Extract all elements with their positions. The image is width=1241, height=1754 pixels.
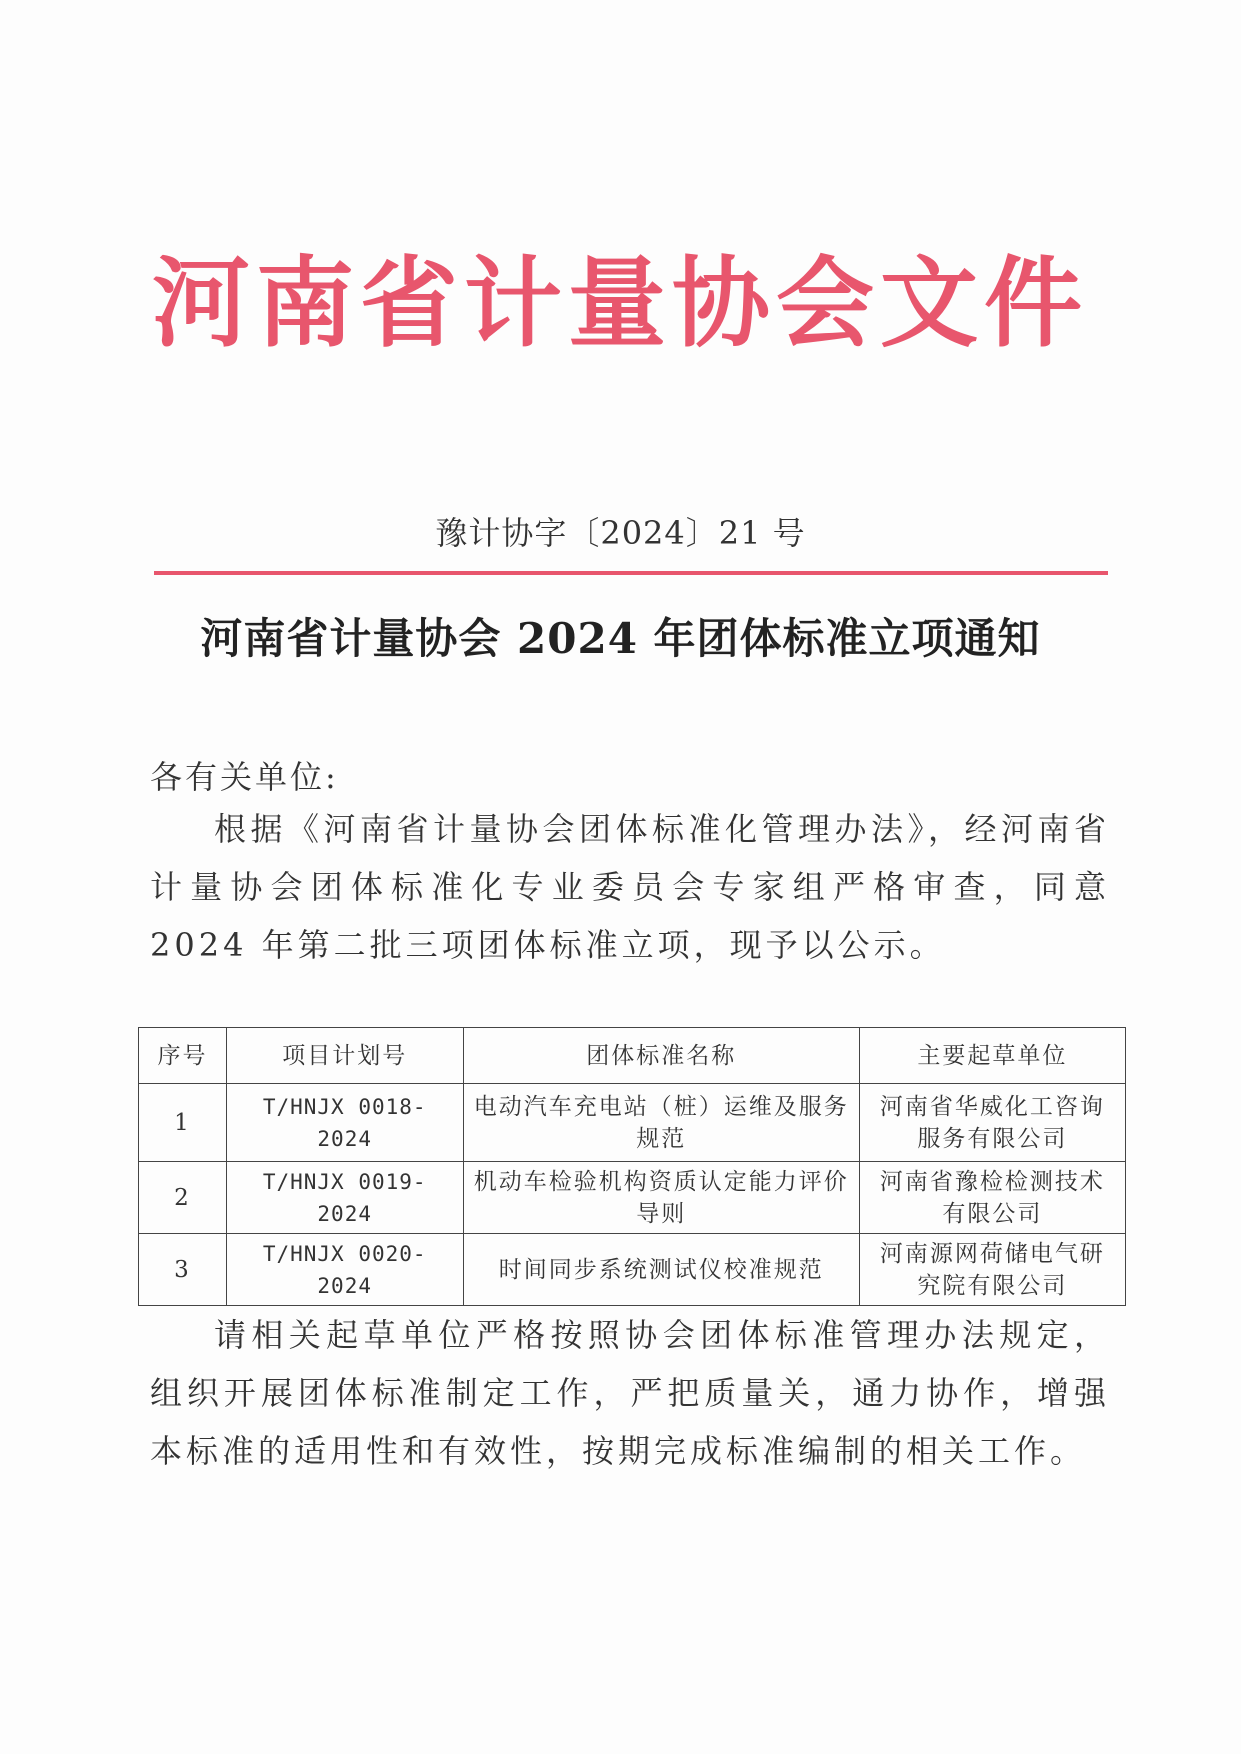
header-code: 项目计划号 [226, 1028, 463, 1084]
document-number: 豫计协字〔2024〕21 号 [435, 514, 806, 552]
header-name: 团体标准名称 [463, 1028, 859, 1084]
table-row [139, 1084, 1126, 1162]
cell-code: T/HNJX 0020-2024 [226, 1234, 463, 1306]
cell-unit: 河南源网荷储电气研究院有限公司 [859, 1234, 1125, 1306]
document-title: 河南省计量协会 2024 年团体标准立项通知 [200, 614, 1041, 663]
cell-name: 机动车检验机构资质认定能力评价导则 [463, 1162, 859, 1234]
cell-name: 时间同步系统测试仪校准规范 [463, 1234, 859, 1306]
cell-code: T/HNJX 0019-2024 [226, 1162, 463, 1234]
salutation: 各有关单位: [150, 758, 339, 796]
header-seq: 序号 [139, 1028, 227, 1084]
table-row [139, 1234, 1126, 1306]
cell-code: T/HNJX 0018-2024 [226, 1084, 463, 1162]
cell-seq: 1 [139, 1084, 227, 1162]
cell-seq: 2 [139, 1162, 227, 1234]
body-paragraph-2: 请相关起草单位严格按照协会团体标准管理办法规定，组织开展团体标准制定工作，严把质量关，通力协作，增强本标准的适用性和有效性，按期完成标准编制的相关工作。 [150, 1316, 1110, 1470]
table-row [139, 1162, 1126, 1234]
cell-name: 电动汽车充电站（桩）运维及服务规范 [463, 1084, 859, 1162]
cell-unit: 河南省华威化工咨询服务有限公司 [859, 1084, 1125, 1162]
standards-table [138, 1027, 1126, 1306]
cell-unit: 河南省豫检检测技术有限公司 [859, 1162, 1125, 1234]
red-divider [154, 571, 1108, 575]
cell-seq: 3 [139, 1234, 227, 1306]
header-unit: 主要起草单位 [859, 1028, 1125, 1084]
masthead-title: 河南省计量协会文件 [151, 246, 1088, 361]
body-paragraph-1: 根据《河南省计量协会团体标准化管理办法》，经河南省计量协会团体标准化专业委员会专家组严格审查，同意 2024 年第二批三项团体标准立项，现予以公示。 [150, 810, 1110, 964]
table-header-row [139, 1028, 1126, 1084]
